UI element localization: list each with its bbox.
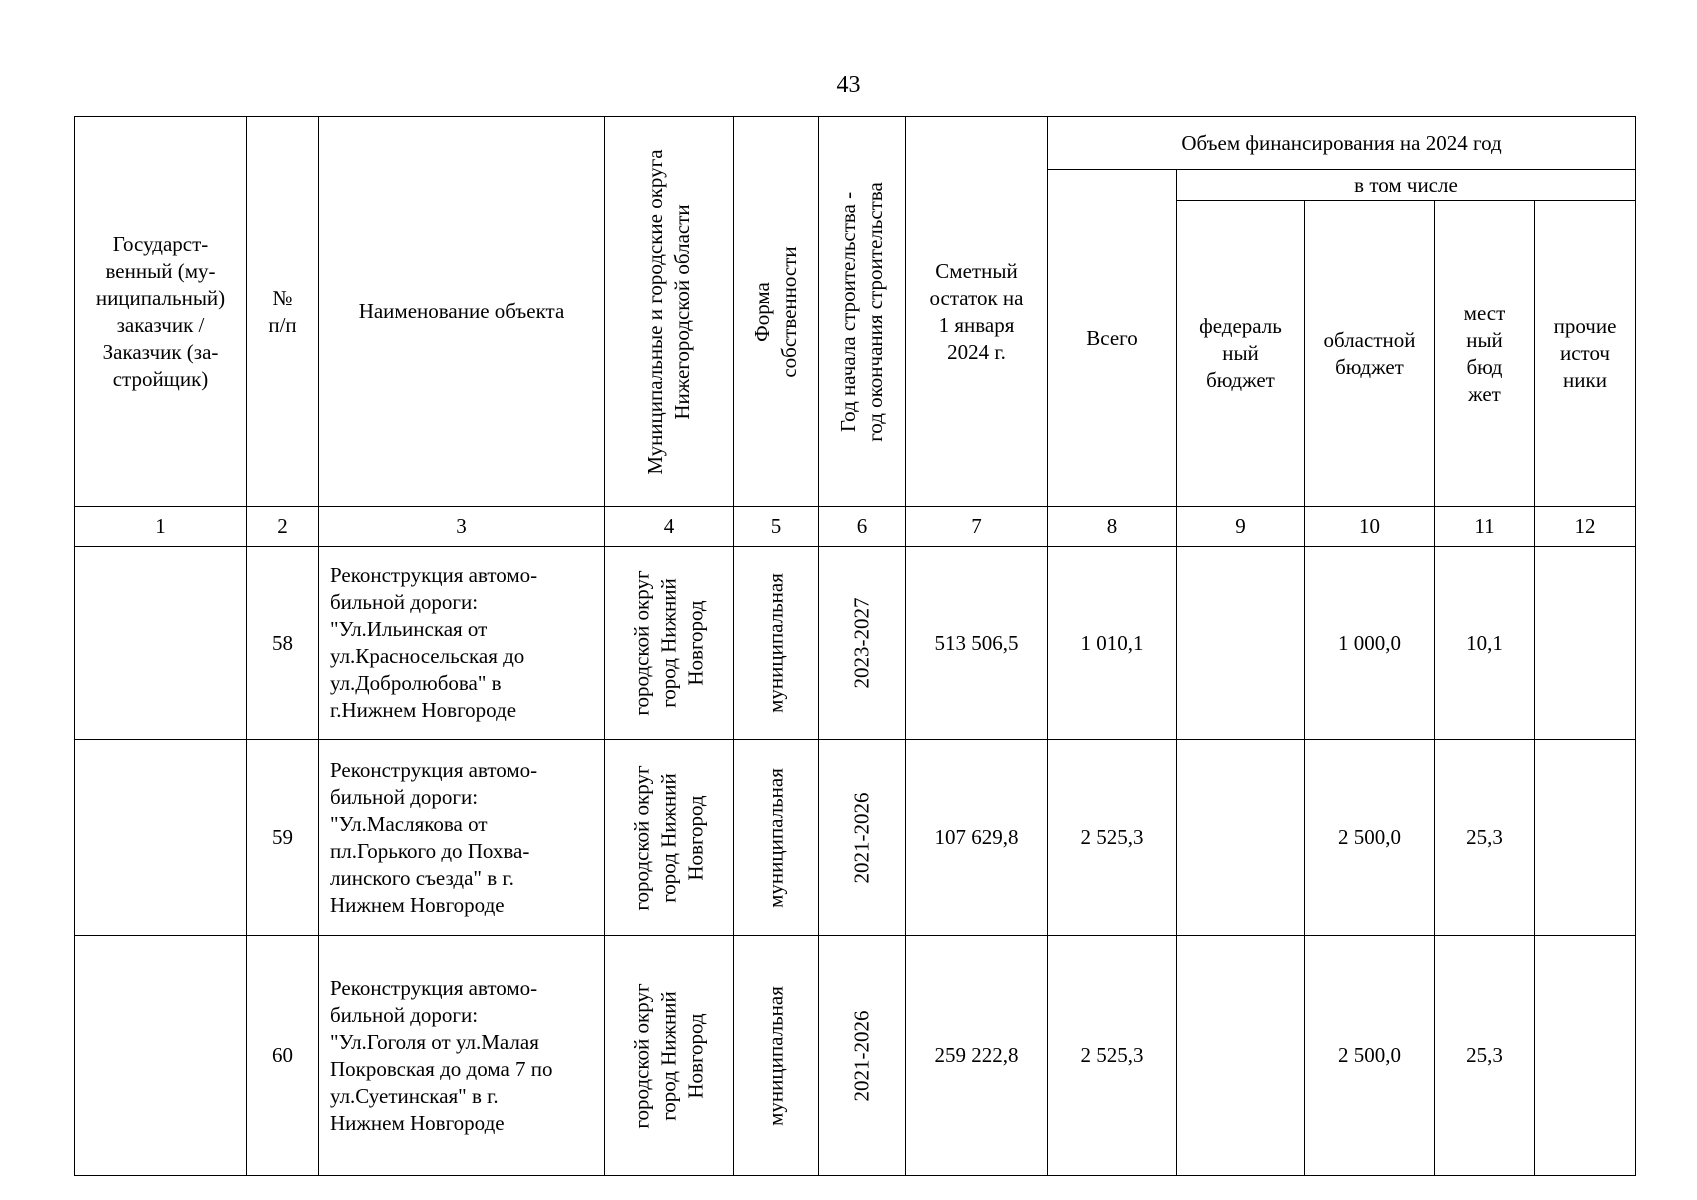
column-number: 12 (1535, 507, 1636, 547)
row-federal (1177, 740, 1305, 936)
row-local: 25,3 (1435, 936, 1535, 1176)
row-total: 2 525,3 (1048, 740, 1177, 936)
row-total: 2 525,3 (1048, 936, 1177, 1176)
column-number: 4 (605, 507, 734, 547)
row-years: 2021-2026 (819, 740, 906, 936)
row-local: 10,1 (1435, 547, 1535, 740)
row-local: 25,3 (1435, 740, 1535, 936)
row-object-name: Реконструкция автомо- бильной дороги: "Ул.Маслякова от пл.Горького до Похва- линского съезда" в г. Нижнем Новгороде (319, 740, 605, 936)
row-customer (75, 936, 247, 1176)
row-number: 60 (247, 936, 319, 1176)
column-number: 8 (1048, 507, 1177, 547)
header-regional: областной бюджет (1305, 201, 1435, 507)
row-regional: 1 000,0 (1305, 547, 1435, 740)
header-years: Год начала строительства - год окончания строительства (819, 117, 906, 507)
header-customer: Государст- венный (му- ниципальный) заказчик / Заказчик (за- стройщик) (75, 117, 247, 507)
table-row (75, 740, 1636, 936)
row-federal (1177, 547, 1305, 740)
row-object-name: Реконструкция автомо- бильной дороги: "Ул.Гоголя от ул.Малая Покровская до дома 7 по ул.Суетинская" в г. Нижнем Новгороде (319, 936, 605, 1176)
header-num: № п/п (247, 117, 319, 507)
row-other (1535, 740, 1636, 936)
header-total: Всего (1048, 170, 1177, 507)
row-municipality: городской округ город Нижний Новгород (605, 740, 734, 936)
column-number: 3 (319, 507, 605, 547)
column-number: 7 (906, 507, 1048, 547)
row-federal (1177, 936, 1305, 1176)
row-years: 2023-2027 (819, 547, 906, 740)
row-number: 58 (247, 547, 319, 740)
header-federal: федераль ный бюджет (1177, 201, 1305, 507)
column-number: 10 (1305, 507, 1435, 547)
column-number: 5 (734, 507, 819, 547)
row-object-name: Реконструкция автомо- бильной дороги: "Ул.Ильинская от ул.Красносельская до ул.Добролюбова" в г.Нижнем Новгороде (319, 547, 605, 740)
row-ownership: муниципальная (734, 547, 819, 740)
row-other (1535, 547, 1636, 740)
header-financing: Объем финансирования на 2024 год (1048, 117, 1636, 170)
row-ownership: муниципальная (734, 740, 819, 936)
row-number: 59 (247, 740, 319, 936)
row-total: 1 010,1 (1048, 547, 1177, 740)
column-number: 9 (1177, 507, 1305, 547)
header-object-name: Наименование объекта (319, 117, 605, 507)
row-regional: 2 500,0 (1305, 740, 1435, 936)
column-number: 11 (1435, 507, 1535, 547)
table-row (75, 936, 1636, 1176)
row-other (1535, 936, 1636, 1176)
row-years: 2021-2026 (819, 936, 906, 1176)
row-customer (75, 547, 247, 740)
row-estimate: 259 222,8 (906, 936, 1048, 1176)
header-local: мест ный бюд жет (1435, 201, 1535, 507)
header-estimate: Сметный остаток на 1 января 2024 г. (906, 117, 1048, 507)
column-number-row (75, 507, 1636, 547)
row-customer (75, 740, 247, 936)
row-estimate: 107 629,8 (906, 740, 1048, 936)
header-municipality: Муниципальные и городские округа Нижегородской области (605, 117, 734, 507)
financing-table (74, 116, 1636, 1176)
row-municipality: городской округ город Нижний Новгород (605, 547, 734, 740)
row-estimate: 513 506,5 (906, 547, 1048, 740)
header-including: в том числе (1177, 170, 1636, 201)
column-number: 6 (819, 507, 906, 547)
row-municipality: городской округ город Нижний Новгород (605, 936, 734, 1176)
column-number: 1 (75, 507, 247, 547)
column-number: 2 (247, 507, 319, 547)
row-ownership: муниципальная (734, 936, 819, 1176)
page-number: 43 (836, 72, 861, 98)
table-row (75, 547, 1636, 740)
header-ownership: Форма собственности (734, 117, 819, 507)
header-other: прочие источ ники (1535, 201, 1636, 507)
row-regional: 2 500,0 (1305, 936, 1435, 1176)
